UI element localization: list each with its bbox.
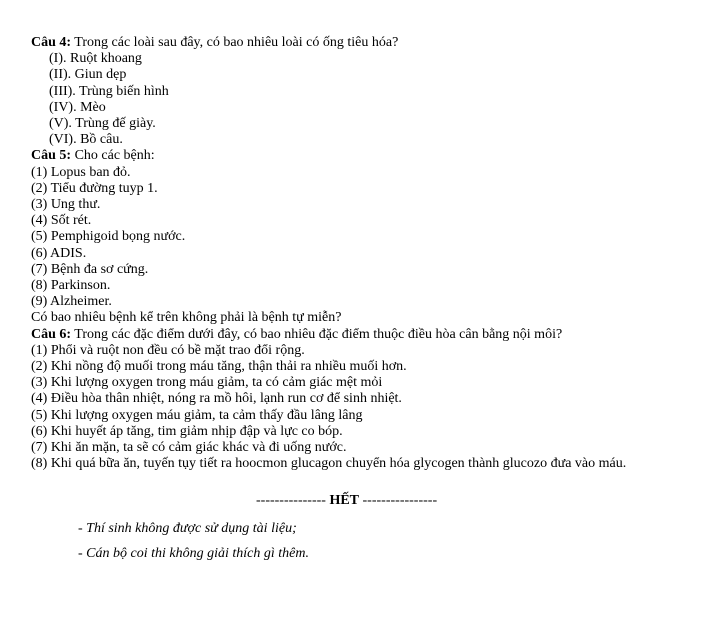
question-5-item: (6) ADIS. [31, 245, 87, 261]
question-5-item: (3) Ung thư. [31, 197, 101, 213]
question-6-item: (3) Khi lượng oxygen trong máu giảm, ta có cảm giác mệt mỏi [31, 375, 383, 391]
question-5-item: (9) Alzheimer. [31, 294, 112, 310]
question-6-item: (5) Khi lượng oxygen máu giảm, ta cảm thấy đầu lâng lâng [31, 407, 363, 423]
question-4-option: (VI). Bồ câu. [49, 132, 123, 148]
question-6-item: (8) Khi quá bữa ăn, tuyến tụy tiết ra hoocmon glucagon chuyển hóa glycogen thành glucozo đưa vào máu. [31, 456, 627, 472]
question-6-item: (6) Khi huyết áp tăng, tim giảm nhịp đập và lực co bóp. [31, 423, 343, 439]
question-4-option: (V). Trùng đế giày. [49, 116, 156, 132]
question-6-item: (1) Phổi và ruột non đều có bề mặt trao đổi rộng. [31, 342, 305, 358]
exam-note: - Thí sinh không được sử dụng tài liệu; [78, 521, 297, 536]
end-marker [256, 493, 437, 509]
question-5-item: (1) Lopus ban đỏ. [31, 164, 131, 180]
question-5-item: (2) Tiểu đường tuyp 1. [31, 180, 158, 196]
question-4-option: (III). Trùng biến hình [49, 83, 169, 99]
question-6-item: (4) Điều hòa thân nhiệt, nóng ra mồ hôi, lạnh run cơ để sinh nhiệt. [31, 391, 402, 407]
question-5-item: (4) Sốt rét. [31, 213, 92, 229]
question-5-question: Có bao nhiêu bệnh kể trên không phải là bệnh tự miễn? [31, 310, 342, 326]
question-4-option: (II). Giun dẹp [49, 67, 127, 83]
question-5-item: (5) Pemphigoid bọng nước. [31, 229, 186, 245]
question-4-option: (I). Ruột khoang [49, 51, 142, 67]
question-5-stem [31, 148, 701, 164]
question-5-label: Câu 5: [31, 148, 72, 164]
end-dashes-left: --------------- [256, 493, 330, 508]
question-5-item: (8) Parkinson. [31, 278, 111, 294]
question-6-stem [31, 327, 701, 343]
exam-content [31, 35, 701, 472]
question-4-label: Câu 4: [31, 35, 72, 50]
question-4-stem [31, 35, 701, 51]
end-dashes-right: ---------------- [359, 493, 438, 508]
question-5-item: (7) Bệnh đa sơ cứng. [31, 261, 149, 277]
question-6-item: (2) Khi nồng độ muối trong máu tăng, thận thải ra nhiều muối hơn. [31, 359, 407, 375]
question-4-text: Trong các loài sau đây, có bao nhiêu loài có ống tiêu hóa? [71, 35, 399, 50]
question-4-option: (IV). Mèo [49, 99, 106, 115]
question-6-text: Trong các đặc điểm dưới đây, có bao nhiêu đặc điểm thuộc điều hòa cân bằng nội môi? [71, 326, 563, 342]
question-5-text: Cho các bệnh: [71, 148, 155, 164]
question-6-item: (7) Khi ăn mặn, ta sẽ có cảm giác khác và đi uống nước. [31, 440, 347, 456]
end-word: HẾT [329, 493, 360, 508]
exam-note: - Cán bộ coi thi không giải thích gì thêm. [78, 546, 309, 561]
question-6-label: Câu 6: [31, 326, 72, 342]
